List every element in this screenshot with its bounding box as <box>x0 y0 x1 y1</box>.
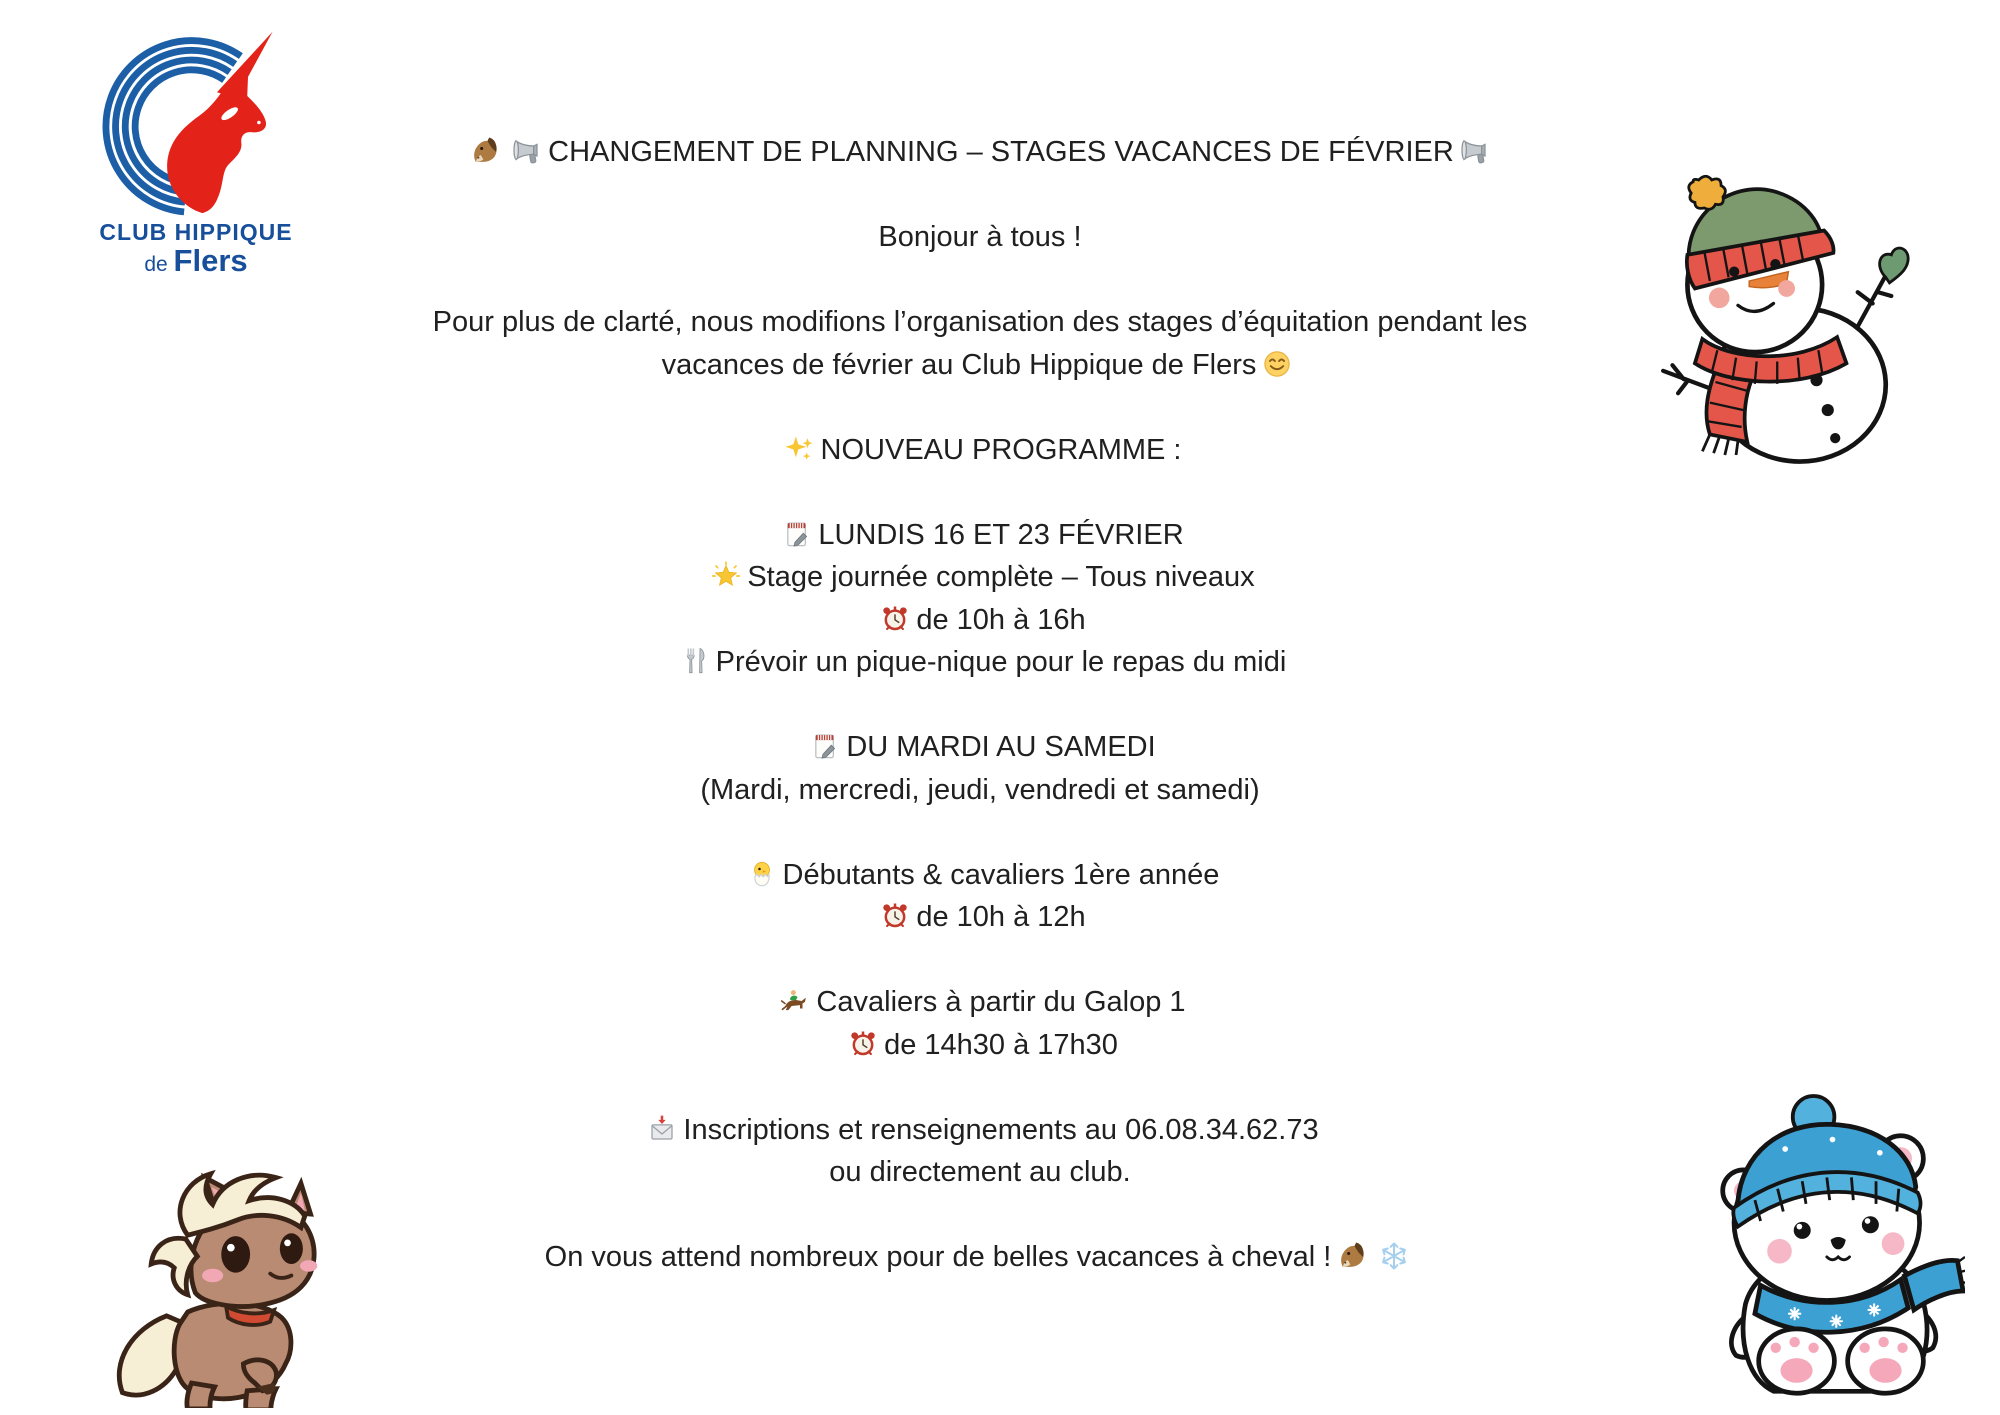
announcement-text <box>300 131 1660 1321</box>
incoming-envelope-icon <box>647 1114 677 1144</box>
message-line <box>300 769 1660 812</box>
message-block <box>300 1236 1660 1279</box>
message-text: On vous attend nombreux pour de belles vacances à cheval ! <box>544 1241 1332 1273</box>
message-block <box>300 514 1660 684</box>
message-block <box>300 854 1660 939</box>
message-text: de 10h à 12h <box>916 901 1086 933</box>
message-text: Bonjour à tous ! <box>878 221 1082 253</box>
megaphone-icon <box>512 136 542 166</box>
message-text: Cavaliers à partir du Galop 1 <box>816 986 1186 1018</box>
message-text: Stage journée complète – Tous niveaux <box>747 561 1255 593</box>
message-text: NOUVEAU PROGRAMME : <box>820 433 1182 466</box>
message-line <box>300 429 1660 472</box>
message-line <box>300 216 1660 259</box>
alarm-clock-icon <box>848 1029 878 1059</box>
logo-org-name: CLUB HIPPIQUE <box>99 219 293 245</box>
message-line <box>300 726 1660 769</box>
message-line <box>300 344 1660 387</box>
logo-org-city <box>84 245 308 281</box>
message-line <box>300 1151 1660 1194</box>
message-block <box>300 726 1660 811</box>
unicorn-logo-icon <box>99 24 294 219</box>
message-text: LUNDIS 16 ET 23 FÉVRIER <box>818 518 1184 551</box>
horse-face-icon <box>1337 1241 1367 1271</box>
hatching-chick-icon <box>747 859 777 889</box>
snowman-illustration <box>1650 150 1940 475</box>
glowing-star-icon <box>711 561 741 591</box>
message-block <box>300 981 1660 1066</box>
message-text: (Mardi, mercredi, jeudi, vendredi et samedi) <box>700 773 1260 806</box>
message-line <box>300 641 1660 684</box>
message-line <box>300 556 1660 599</box>
polar-bear-illustration <box>1700 1090 1965 1408</box>
message-text: DU MARDI AU SAMEDI <box>846 731 1156 763</box>
notepad-icon <box>782 519 812 549</box>
message-line <box>300 514 1660 557</box>
fork-knife-icon <box>680 646 710 676</box>
logo-flers: Flers <box>173 243 248 278</box>
megaphone-icon <box>1460 136 1490 166</box>
alarm-clock-icon <box>880 604 910 634</box>
message-text: Inscriptions et renseignements au 06.08.34.62.73 <box>683 1113 1319 1146</box>
polar-bear-icon <box>1700 1090 1965 1403</box>
message-text: Débutants & cavaliers 1ère année <box>782 858 1220 891</box>
message-line <box>300 896 1660 939</box>
message-text: Pour plus de clarté, nous modifions l’organisation des stages d’équitation pendant les <box>432 306 1528 338</box>
message-text: vacances de février au Club Hippique de Flers <box>661 348 1257 381</box>
logo-de: de <box>144 253 168 276</box>
message-text: de 10h à 16h <box>916 603 1086 636</box>
message-block <box>300 216 1660 259</box>
notepad-icon <box>810 731 840 761</box>
message-line <box>300 599 1660 642</box>
message-block <box>300 1109 1660 1194</box>
message-line <box>300 131 1660 174</box>
smiling-face-icon <box>1262 349 1292 379</box>
sparkles-icon <box>785 434 815 464</box>
message-text: ou directement au club. <box>829 1156 1131 1188</box>
message-line <box>300 301 1660 344</box>
alarm-clock-icon <box>880 901 910 931</box>
message-text: de 14h30 à 17h30 <box>884 1028 1118 1061</box>
message-line <box>300 1109 1660 1152</box>
horse-face-icon <box>470 136 500 166</box>
message-block <box>300 131 1660 174</box>
message-text: Prévoir un pique-nique pour le repas du midi <box>715 646 1287 678</box>
snowflake-icon <box>1379 1241 1409 1271</box>
horse-racing-icon <box>780 986 810 1016</box>
message-block <box>300 301 1660 386</box>
club-logo <box>84 24 308 281</box>
message-text: CHANGEMENT DE PLANNING – STAGES VACANCES DE FÉVRIER <box>548 136 1454 168</box>
message-line <box>300 981 1660 1024</box>
message-line <box>300 854 1660 897</box>
message-line <box>300 1236 1660 1279</box>
message-line <box>300 1024 1660 1067</box>
snowman-icon <box>1650 150 1940 470</box>
message-block <box>300 429 1660 472</box>
